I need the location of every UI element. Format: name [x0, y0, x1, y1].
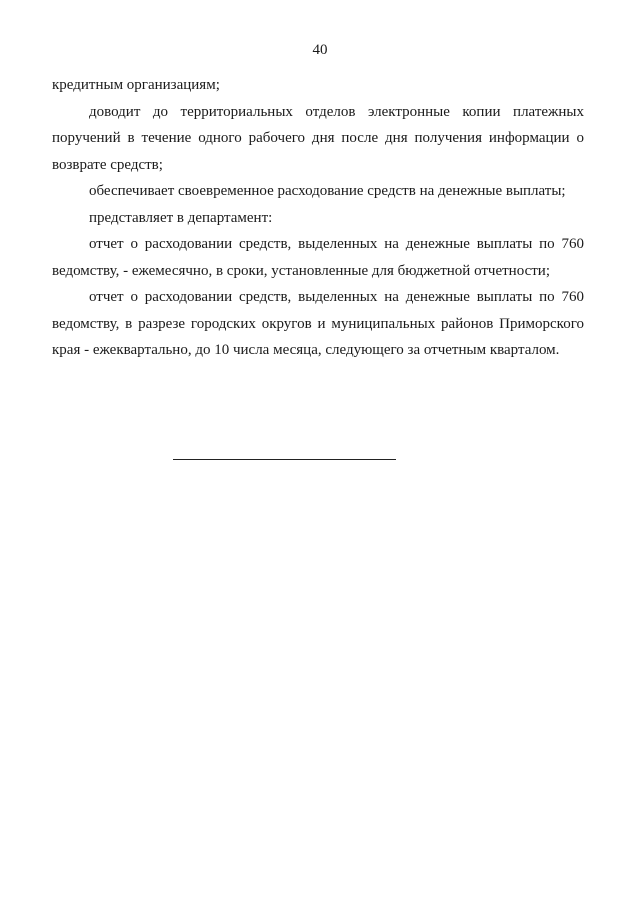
paragraph-continuation: кредитным организациям; — [52, 77, 220, 93]
closing-rule — [173, 459, 396, 460]
paragraph-timely-spending: обеспечивает своевременное расходование средств на денежные выплаты; — [89, 183, 566, 199]
paragraph-quarterly-report: отчет о расходовании средств, выделенных на денежные выплаты по 760 ведомству, в разрезе городских округов и муниципальных районов Приморского края - ежеквартально, до 10 числа месяца, следующего за отчетным кварталом. — [52, 289, 584, 358]
page-number: 40 — [312, 42, 328, 58]
paragraph-monthly-report: отчет о расходовании средств, выделенных на денежные выплаты по 760 ведомству, - ежемесячно, в сроки, установленные для бюджетной отчетности; — [52, 236, 584, 279]
paragraph-electronic-copies: доводит до территориальных отделов электронные копии платежных поручений в течение одного рабочего дня после дня получения информации о возврате средств; — [52, 103, 584, 173]
paragraph-submits-to-department: представляет в департамент: — [89, 209, 273, 226]
body-text — [52, 72, 584, 364]
